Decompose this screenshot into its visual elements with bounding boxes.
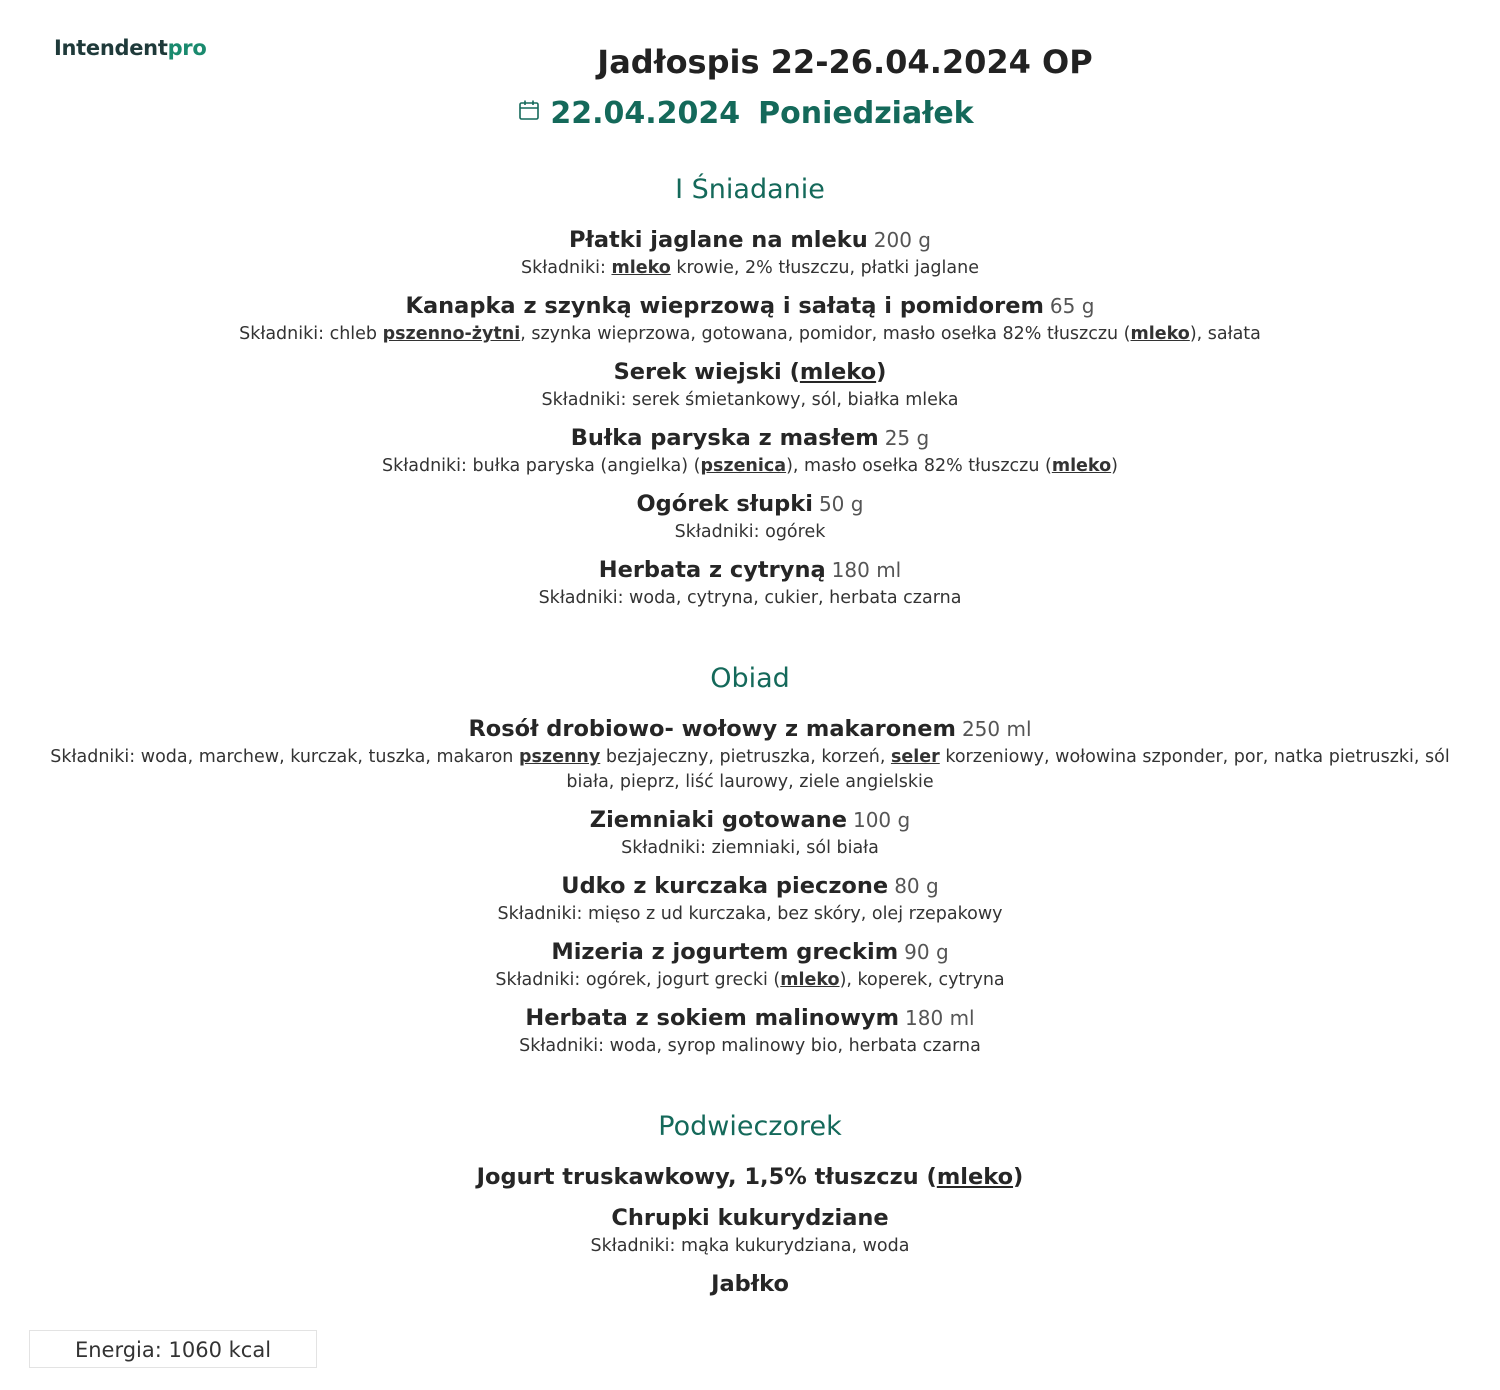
- ingredients-label: Składniki:: [590, 1236, 681, 1256]
- dish-name: [0, 290, 1500, 322]
- meal-section-lunch: [0, 661, 1500, 1068]
- dish-gap: [0, 795, 1500, 804]
- dish-gap: [0, 861, 1500, 870]
- meal-section-breakfast: [0, 172, 1500, 620]
- meal-spacer: [0, 1145, 1500, 1161]
- page-title: Jadłospis 22-26.04.2024 OP: [597, 43, 1093, 81]
- meal-section-snack: [0, 1109, 1500, 1309]
- dish-gap: [0, 479, 1500, 488]
- allergen-highlight: seler: [890, 747, 940, 767]
- ingredients-label: Składniki:: [497, 904, 588, 924]
- dish-gap: [0, 347, 1500, 356]
- dish-name: [0, 1002, 1500, 1034]
- dish-gap: [0, 1059, 1500, 1068]
- dish-name-text: Jabłko: [711, 1271, 789, 1297]
- dish-item: [0, 1002, 1500, 1068]
- ingredients-label: Składniki:: [621, 838, 712, 858]
- dish-item: [0, 713, 1500, 804]
- dish-portion: 90 g: [904, 940, 949, 964]
- dish-portion: 180 ml: [905, 1006, 975, 1030]
- energy-summary: Energia: 1060 kcal: [29, 1330, 317, 1368]
- ingredients-label: Składniki:: [541, 390, 632, 410]
- dish-gap: [0, 927, 1500, 936]
- text-fragment: woda, syrop malinowy bio, herbata czarna: [609, 1036, 981, 1056]
- dish-portion: 200 g: [873, 228, 931, 252]
- dish-name: [0, 224, 1500, 256]
- text-fragment: mięso z ud kurczaka, bez skóry, olej rzepakowy: [587, 904, 1003, 924]
- dish-item: [0, 290, 1500, 356]
- ingredients-label: Składniki:: [519, 1036, 610, 1056]
- dish-name-text: Płatki jaglane na mleku: [569, 227, 868, 253]
- calendar-icon: [518, 92, 540, 132]
- dish-item: [0, 870, 1500, 936]
- dish-ingredients: [0, 1034, 1500, 1059]
- text-fragment: krowie, 2% tłuszczu, płatki jaglane: [670, 258, 979, 278]
- dish-name-text: Kanapka z szynką wieprzową i sałatą i pomidorem: [405, 293, 1044, 319]
- meal-title: Podwieczorek: [658, 1111, 842, 1142]
- dish-name-text: Rosół drobiowo- wołowy z makaronem: [468, 716, 956, 742]
- dish-name-text: Ogórek słupki: [636, 491, 813, 517]
- text-fragment: Jogurt truskawkowy, 1,5% tłuszczu (: [476, 1164, 937, 1190]
- text-fragment: woda, marchew, kurczak, tuszka, makaron: [140, 747, 519, 767]
- text-fragment: ogórek: [765, 522, 826, 542]
- ingredients-label: Składniki:: [674, 522, 766, 542]
- text-fragment: mąka kukurydziana, woda: [680, 1236, 910, 1256]
- dish-item: [0, 422, 1500, 488]
- text-fragment: ): [1111, 456, 1118, 476]
- logo-part-2: pro: [167, 36, 207, 60]
- text-fragment: ), sałata: [1189, 324, 1261, 344]
- dish-ingredients: [0, 1234, 1500, 1259]
- allergen-highlight: mleko: [1051, 456, 1112, 476]
- dish-item: [0, 554, 1500, 620]
- dish-portion: 80 g: [894, 874, 939, 898]
- day-heading: [0, 94, 1492, 135]
- dish-name: [0, 1161, 1500, 1193]
- dish-ingredients: [0, 256, 1500, 281]
- dish-item: [0, 1161, 1500, 1202]
- dish-portion: 250 ml: [961, 717, 1032, 741]
- dish-name: [0, 713, 1500, 745]
- allergen-highlight: pszenno-żytni: [382, 324, 521, 344]
- ingredients-label: Składniki:: [50, 747, 141, 767]
- text-fragment: chleb: [329, 324, 383, 344]
- ingredients-label: Składniki:: [495, 970, 586, 990]
- dish-name-text: Ziemniaki gotowane: [589, 807, 847, 833]
- dish-name: [0, 554, 1500, 586]
- dish-name: [0, 1268, 1500, 1300]
- text-fragment: serek śmietankowy, sól, białka mleka: [632, 390, 959, 410]
- text-fragment: ): [876, 359, 887, 385]
- text-fragment: korzeniowy, wołowina szponder, por, natka pietruszki, sól biała, pieprz, liść laurowy, ziele angielskie: [566, 747, 1450, 792]
- dish-name: [0, 870, 1500, 902]
- dish-ingredients: [0, 322, 1500, 347]
- dish-item: [0, 1268, 1500, 1309]
- dish-name: [0, 804, 1500, 836]
- allergen-highlight: mleko: [1130, 324, 1190, 344]
- dish-gap: [0, 281, 1500, 290]
- dish-name: [0, 936, 1500, 968]
- dish-ingredients: [0, 902, 1500, 927]
- text-fragment: bezjajeczny, pietruszka, korzeń,: [600, 747, 891, 767]
- text-fragment: ziemniaki, sól biała: [711, 838, 879, 858]
- dish-name: [0, 356, 1500, 388]
- allergen-highlight: mleko: [936, 1164, 1014, 1190]
- meal-spacer: [0, 697, 1500, 713]
- dish-name: [0, 488, 1500, 520]
- dish-name: [0, 1202, 1500, 1234]
- dish-gap: [0, 993, 1500, 1002]
- dish-name-text: Mizeria z jogurtem greckim: [551, 939, 899, 965]
- dish-portion: 50 g: [818, 492, 864, 516]
- allergen-highlight: pszenny: [518, 747, 601, 767]
- allergen-highlight: mleko: [799, 359, 877, 385]
- day-weekday: Poniedziałek: [758, 96, 974, 131]
- text-fragment: ): [1013, 1164, 1024, 1190]
- dish-gap: [0, 413, 1500, 422]
- dish-item: [0, 356, 1500, 422]
- dish-portion: 180 ml: [831, 558, 902, 582]
- dish-name-text: Bułka paryska z masłem: [570, 425, 879, 451]
- dish-gap: [0, 1193, 1500, 1202]
- meal-title: Obiad: [710, 663, 790, 694]
- logo-part-1: Intendent: [54, 36, 168, 60]
- dish-name-text: Herbata z sokiem malinowym: [525, 1005, 900, 1031]
- text-fragment: Serek wiejski (: [613, 359, 800, 385]
- dish-ingredients: [0, 745, 1500, 795]
- dish-ingredients: [0, 388, 1500, 413]
- dish-ingredients: [0, 586, 1500, 611]
- text-fragment: woda, cytryna, cukier, herbata czarna: [629, 588, 962, 608]
- allergen-highlight: pszenica: [700, 456, 787, 476]
- text-fragment: ), koperek, cytryna: [839, 970, 1005, 990]
- dish-portion: 65 g: [1049, 294, 1095, 318]
- dish-gap: [0, 545, 1500, 554]
- dish-gap: [0, 611, 1500, 620]
- text-fragment: ogórek, jogurt grecki (: [585, 970, 781, 990]
- dish-ingredients: [0, 968, 1500, 993]
- ingredients-label: Składniki:: [382, 456, 473, 476]
- meal-spacer: [0, 208, 1500, 224]
- text-fragment: bułka paryska (angielka) (: [472, 456, 701, 476]
- dish-portion: 100 g: [852, 808, 911, 832]
- dish-name-text: Chrupki kukurydziane: [611, 1205, 889, 1231]
- text-fragment: ), masło osełka 82% tłuszczu (: [786, 456, 1052, 476]
- day-date: 22.04.2024: [550, 96, 741, 131]
- ingredients-label: Składniki:: [239, 324, 330, 344]
- text-fragment: , szynka wieprzowa, gotowana, pomidor, masło osełka 82% tłuszczu (: [520, 324, 1131, 344]
- dish-item: [0, 488, 1500, 554]
- dish-item: [0, 936, 1500, 1002]
- dish-name: [0, 422, 1500, 454]
- dish-item: [0, 804, 1500, 870]
- dish-name-text: Herbata z cytryną: [598, 557, 826, 583]
- allergen-highlight: mleko: [780, 970, 840, 990]
- ingredients-label: Składniki:: [538, 588, 630, 608]
- meal-title: I Śniadanie: [675, 174, 825, 205]
- dish-item: [0, 224, 1500, 290]
- allergen-highlight: mleko: [611, 258, 671, 278]
- dish-gap: [0, 1259, 1500, 1268]
- dish-ingredients: [0, 520, 1500, 545]
- dish-name-text: Udko z kurczaka pieczone: [561, 873, 889, 899]
- ingredients-label: Składniki:: [521, 258, 612, 278]
- dish-gap: [0, 1300, 1500, 1309]
- dish-ingredients: [0, 454, 1500, 479]
- dish-item: [0, 1202, 1500, 1268]
- dish-portion: 25 g: [884, 426, 930, 450]
- dish-ingredients: [0, 836, 1500, 861]
